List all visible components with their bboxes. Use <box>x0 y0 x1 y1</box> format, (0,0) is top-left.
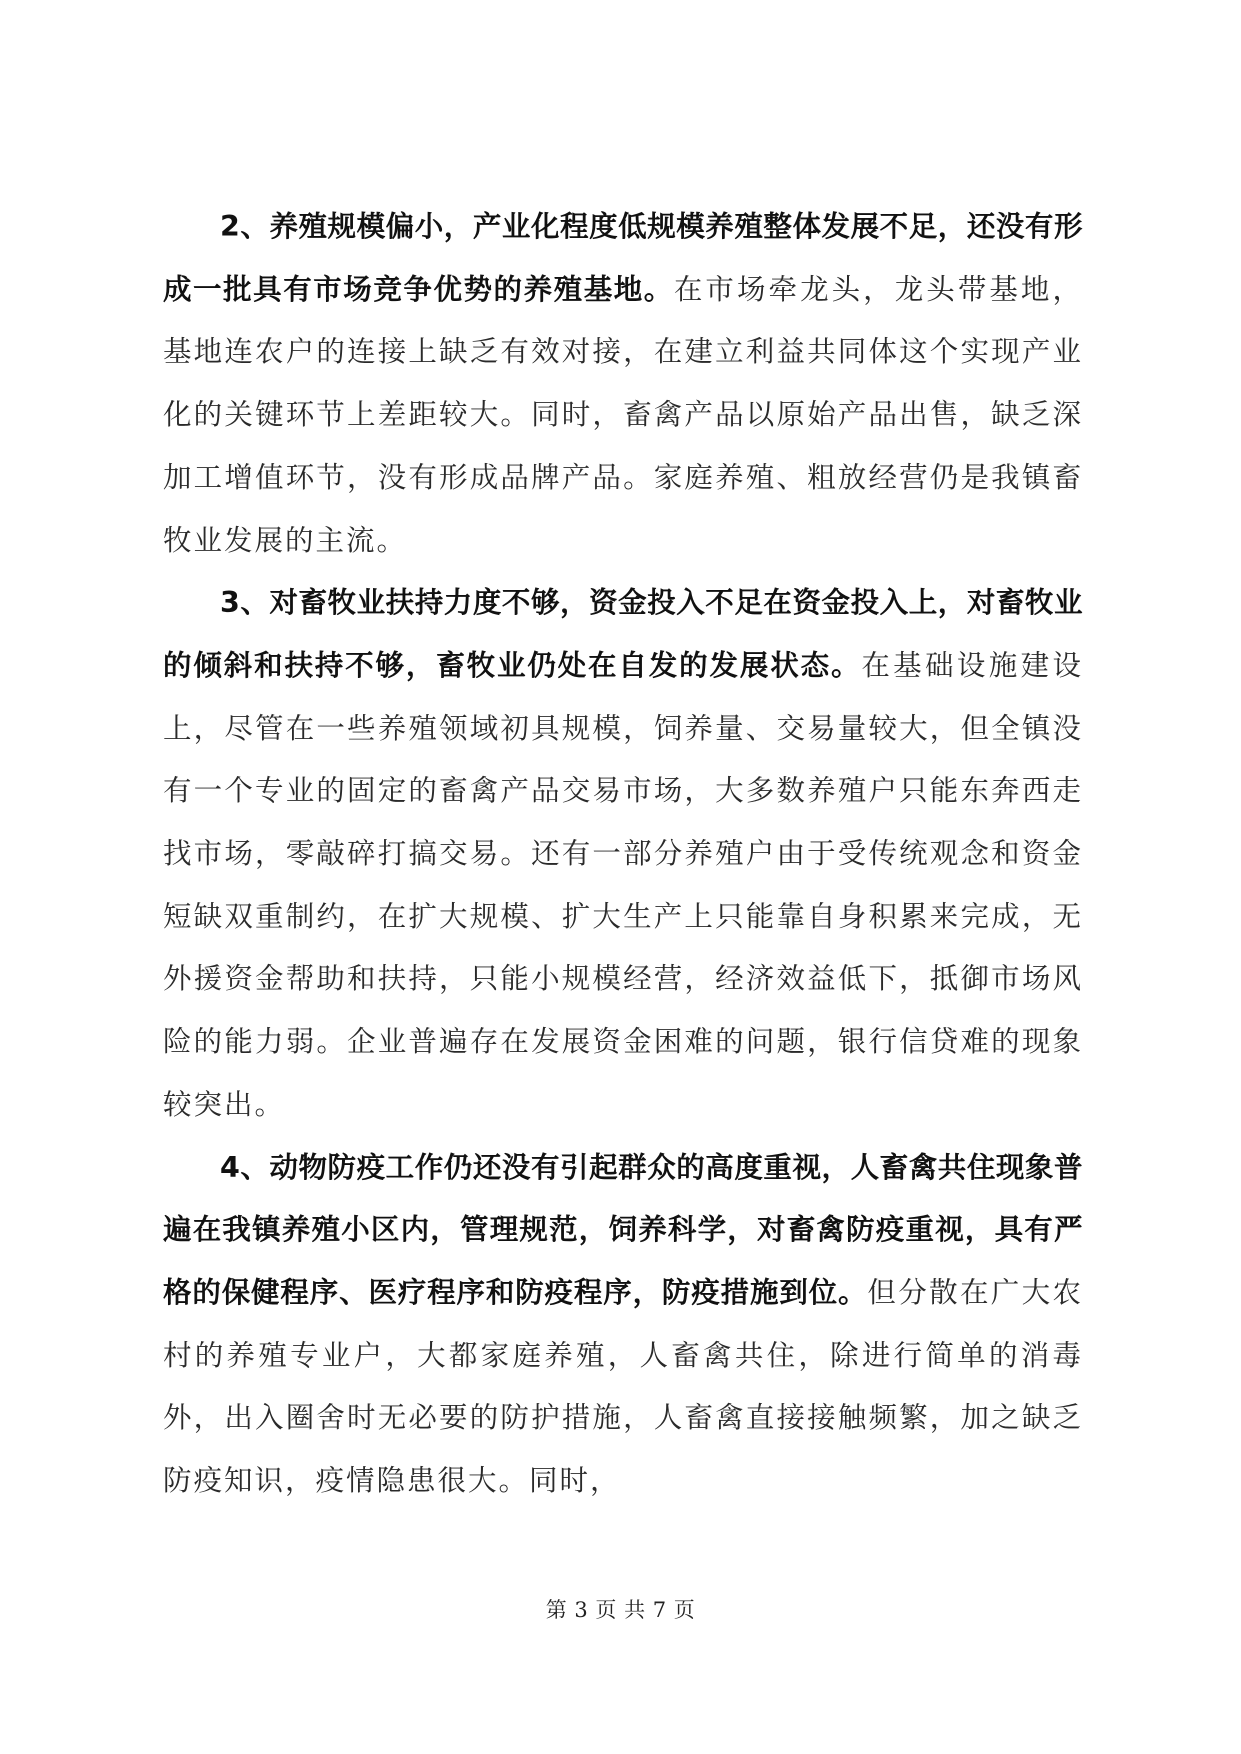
document-body <box>163 196 1083 1513</box>
page-number-footer: 第 3 页 共 7 页 <box>545 1598 696 1622</box>
paragraph-3-lead: 3、对畜牧业扶持力度不够，资金投入不足在资金投入上，对畜牧业的倾斜和扶持不够，畜牧业仍处在自发的发展状态。 <box>163 586 1083 682</box>
paragraph-4-body: 但分散在广大农村的养殖专业户，大都家庭养殖，人畜禽共住，除进行简单的消毒外，出入圈舍时无必要的防护措施，人畜禽直接接触频繁，加之缺乏防疫知识，疫情隐患很大。同时， <box>163 1275 1083 1498</box>
paragraph-2 <box>163 196 1083 572</box>
paragraph-3 <box>163 572 1083 1136</box>
paragraph-2-body: 在市场牵龙头，龙头带基地，基地连农户的连接上缺乏有效对接，在建立利益共同体这个实现产业化的关键环节上差距较大。同时，畜禽产品以原始产品出售，缺乏深加工增值环节，没有形成品牌产品。家庭养殖、粗放经营仍是我镇畜牧业发展的主流。 <box>163 272 1083 557</box>
paragraph-4-lead: 4、动物防疫工作仍还没有引起群众的高度重视，人畜禽共住现象普遍在我镇养殖小区内，管理规范，饲养科学，对畜禽防疫重视，具有严格的保健程序、医疗程序和防疫程序，防疫措施到位。 <box>163 1150 1083 1309</box>
paragraph-4 <box>163 1137 1083 1513</box>
paragraph-2-lead: 2、养殖规模偏小，产业化程度低规模养殖整体发展不足，还没有形成一批具有市场竞争优势的养殖基地。 <box>163 210 1083 306</box>
paragraph-3-body: 在基础设施建设上，尽管在一些养殖领域初具规模，饲养量、交易量较大，但全镇没有一个专业的固定的畜禽产品交易市场，大多数养殖户只能东奔西走找市场，零敲碎打搞交易。还有一部分养殖户由于受传统观念和资金短缺双重制约，在扩大规模、扩大生产上只能靠自身积累来完成，无外援资金帮助和扶持，只能小规模经营，经济效益低下，抵御市场风险的能力弱。企业普遍存在发展资金困难的问题，银行信贷难的现象较突出。 <box>163 648 1083 1121</box>
